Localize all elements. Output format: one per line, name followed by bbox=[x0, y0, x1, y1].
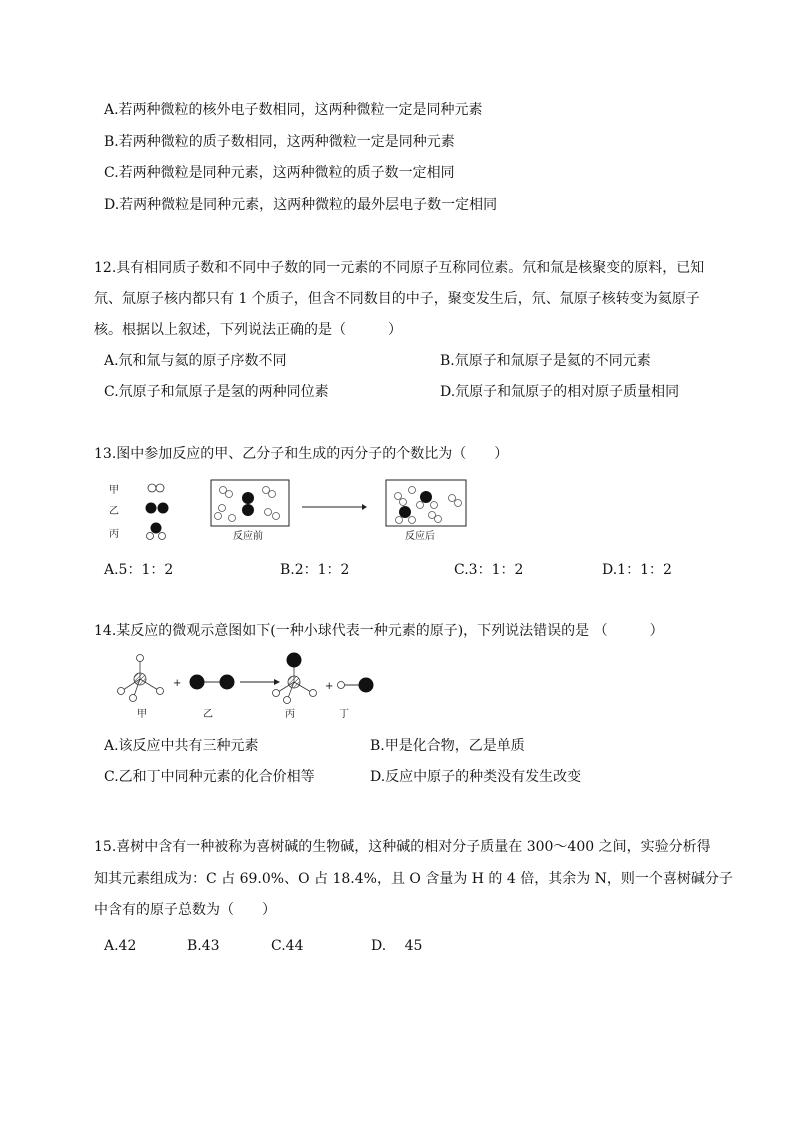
q14-label-ding: 丁 bbox=[339, 709, 349, 720]
q13-legend-yi-molecule bbox=[146, 503, 169, 514]
q13-option-d: D.1：1：2 bbox=[602, 562, 672, 578]
q13-legend-bing: 丙 bbox=[109, 529, 119, 540]
q14-label-bing: 丙 bbox=[285, 709, 295, 720]
q13-option-a: A.5：1：2 bbox=[104, 562, 174, 578]
q14-label-yi: 乙 bbox=[203, 709, 213, 720]
q13-legend-yi: 乙 bbox=[109, 506, 119, 517]
q13-reaction-figure bbox=[0, 478, 794, 538]
q12-option-c: C.氘原子和氚原子是氢的两种同位素 bbox=[104, 384, 329, 400]
q11-option-d: D.若两种微粒是同种元素，这两种微粒的最外层电子数一定相同 bbox=[104, 197, 498, 213]
q13-option-b: B.2：1：2 bbox=[280, 562, 350, 578]
q13-option-c: C.3：1：2 bbox=[454, 562, 524, 578]
q12-option-d: D.氘原子和氚原子的相对原子质量相同 bbox=[440, 384, 680, 400]
q12-stem-line-2: 氘、氚原子核内都只有 1 个质子，但含不同数目的中子，聚变发生后，氘、氚原子核转变为氦原子 bbox=[94, 291, 700, 307]
q14-molecule-yi bbox=[190, 675, 235, 690]
q13-legend-bing-molecule bbox=[147, 523, 166, 540]
q14-option-b: B.甲是化合物，乙是单质 bbox=[370, 738, 525, 754]
q14-option-d: D.反应中原子的种类没有发生改变 bbox=[370, 769, 582, 785]
q11-option-a: A.若两种微粒的核外电子数相同，这两种微粒一定是同种元素 bbox=[104, 102, 483, 118]
q14-option-a: A.该反应中共有三种元素 bbox=[104, 738, 259, 754]
q14-molecule-jia bbox=[118, 655, 164, 702]
q14-reaction-figure bbox=[0, 650, 794, 710]
q12-option-b: B.氘原子和氚原子是氦的不同元素 bbox=[440, 353, 651, 369]
q15-option-d: D. 45 bbox=[371, 938, 423, 954]
q15-stem-line-1: 15.喜树中含有一种被称为喜树碱的生物碱，这种碱的相对分子质量在 300～400 之间，实验分析得 bbox=[94, 839, 711, 855]
q11-option-c: C.若两种微粒是同种元素，这两种微粒的质子数一定相同 bbox=[104, 165, 455, 181]
q13-legend-jia-molecule bbox=[148, 484, 164, 492]
q13-arrow bbox=[302, 504, 367, 510]
q14-molecule-ding bbox=[338, 678, 374, 693]
q15-option-a: A.42 bbox=[104, 938, 137, 954]
q14-plus-2: + bbox=[325, 681, 334, 692]
q14-option-c: C.乙和丁中同种元素的化合价相等 bbox=[104, 769, 315, 785]
q14-label-jia: 甲 bbox=[137, 709, 147, 720]
q12-stem-line-3: 核。根据以上叙述，下列说法正确的是（ ） bbox=[94, 322, 402, 338]
q13-label-before: 反应前 bbox=[233, 531, 263, 542]
q14-arrow bbox=[240, 679, 280, 685]
q13-label-after: 反应后 bbox=[405, 531, 435, 542]
q13-legend-jia: 甲 bbox=[109, 485, 119, 496]
q13-stem: 13.图中参加反应的甲、乙分子和生成的丙分子的个数比为（ ） bbox=[94, 446, 509, 462]
q14-molecule-bing bbox=[273, 653, 317, 704]
q11-option-b: B.若两种微粒的质子数相同，这两种微粒一定是同种元素 bbox=[104, 134, 455, 150]
q13-before-particles bbox=[215, 487, 280, 522]
q14-stem: 14.某反应的微观示意图如下(一种小球代表一种元素的原子)，下列说法错误的是 （ ） bbox=[94, 623, 664, 639]
q12-option-a: A.氘和氚与氦的原子序数不同 bbox=[104, 353, 287, 369]
q15-option-b: B.43 bbox=[187, 938, 220, 954]
q12-stem-line-1: 12.具有相同质子数和不同中子数的同一元素的不同原子互称同位素。氘和氚是核聚变的原料，已知 bbox=[94, 260, 705, 276]
q15-stem-line-2: 知其元素组成为：C 占 69.0%、O 占 18.4%，且 O 含量为 H 的 4 倍，其余为 N，则一个喜树碱分子 bbox=[94, 871, 733, 887]
q15-stem-line-3: 中含有的原子总数为（ ） bbox=[94, 902, 276, 918]
q13-after-particles bbox=[395, 487, 462, 524]
q15-option-c: C.44 bbox=[271, 938, 304, 954]
q14-plus-1: + bbox=[173, 678, 182, 689]
